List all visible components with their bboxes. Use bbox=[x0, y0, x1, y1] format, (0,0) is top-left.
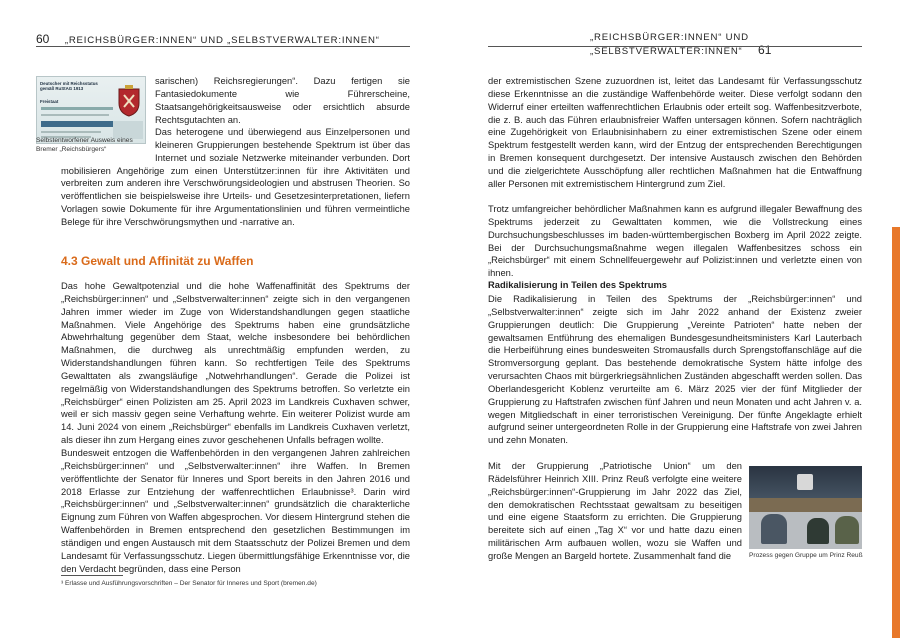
paragraph-weapons: Bundesweit entzogen die Waffenbehörden in den vergangenen Jahren zahlreichen „Reichsbürger:innen“ und „Selbstverwalter:innen“ ihre Waffen. In Bremen veröffentlichte der Senator für Inneres und Sport bereits in den Jahren 2016 und 2018 Erlasse zur Entziehung der waffenrechtlichen Erlaubnisse³. Darin wird „Reichsbürger:innen“ und „Selbstverwalter:innen“ grundsätzlich die charakterliche Eignung zum Führen von Waffen abgesprochen. Vor diesem Hintergrund stehen die Waffenbehörden in Bremen entsprechend den gesetzlichen Bestimmungen im ständigen und engen Austausch mit dem Staatsschutz der Polizei Bremen und dem Landesamt für Verfassungsschutz. Liegen übermittlungsfähige Erkenntnisse vor, die den Verdacht begründen, dass eine Person bbox=[61, 448, 410, 574]
subheading-radicalisation: Radikalisierung in Teilen des Spektrums bbox=[488, 280, 667, 290]
right-running-header bbox=[590, 32, 900, 57]
intro-paragraph-1: sarischen) Reichsregierungen“. Dazu fertigen sie Fantasiedokumente wie Führerscheine, Staatsangehörigkeitsausweise oder ersichtlich absurde Rechtsgutachten an. bbox=[155, 76, 410, 125]
photo-caption: Prozess gegen Gruppe um Prinz Reuß bbox=[749, 552, 863, 559]
id-card-line: Freistaat bbox=[40, 99, 59, 105]
intro-paragraph-2-text: Das heterogene und überwiegend aus Einzelpersonen und kleineren Gruppierungen bestehende Spektrum ist über das Internet und soziale Netzwerke miteinander verbunden. Dort mobilisieren Angehörige zum einen Unterstützer:innen für ihre Aktivitäten und verbreiten zum anderen ihre Verschwörungsideologien und abstrusen Theorien. So veröffentlichen sie beispielsweise ihre Urteils- und Gesetzesinterpretationen, liefern Vorlagen sowie Dokumente für ihre Argumentationslinien und führen vermeintliche Belege für ihre Verschwörungsmythen und -narrative an. bbox=[61, 127, 410, 227]
left-header-rule bbox=[36, 46, 410, 47]
id-card-stripe bbox=[41, 107, 113, 110]
photo-person bbox=[807, 518, 829, 544]
right-paragraph-2: Trotz umfangreicher behördlicher Maßnahmen kann es aufgrund illegaler Bewaffnung des Spektrums jederzeit zu Gewalttaten kommen, wie die Vollstreckung eines Durchsuchungsbeschlusses im baden-württembergischen Boxberg im April 2022 zeigte. Bei der Durchsuchungsmaßnahme wegen illegalen Waffenbesitzes schoss ein „Reichsbürger“ mit einem Schnellfeuergewehr auf Polizist:innen und verletzte einen von ihnen. bbox=[488, 204, 862, 279]
courtroom-photo bbox=[749, 466, 862, 549]
id-card-caption: Selbstentworfener Ausweis eines Bremer „Reichsbürgers“ bbox=[36, 137, 133, 153]
left-page-number: 60 bbox=[36, 32, 50, 46]
right-page-number: 61 bbox=[758, 43, 772, 57]
accent-bar bbox=[892, 227, 900, 638]
left-header-title: „REICHSBÜRGER:INNEN“ UND „SELBSTVERWALTER:INNEN“ bbox=[64, 35, 380, 46]
intro-paragraph-2 bbox=[61, 126, 410, 230]
id-card-header-text bbox=[40, 81, 108, 105]
id-card-line: gemäß RuStAG 1913 bbox=[40, 86, 84, 92]
paragraph-violence: Das hohe Gewaltpotenzial und die hohe Waffenaffinität des Spektrums der „Reichsbürger:innen“ und „Selbstverwalter:innen“ zeigte sich in den vergangenen Jahren immer wieder im Zuge von Widerstandshandlungen gegen staatliche Maßnahmen. Viele Angehörige des Spektrums haben eine grundsätzliche Abwehrhaltung gegenüber dem Staat, welche insbesondere bei behördlichen Maßnahmen, die durchweg als unrechtmäßig empfunden werden, zu Widerstandshandlungen führen kann. So rechtfertigen Teile des Spektrums Gewalttaten als zwangsläufige „Notwehrhandlungen“. Gerade die Polizei ist regelmäßig von Widerstandshandlungen des Spektrums betroffen. So verletzte ein „Reichsbürger“ einen Polizisten am 25. April 2023 im Landkreis Cuxhaven schwer, weil er sich massiv gegen seine Verhaftung wehrte. Ein weiterer Polizist wurde am 14. Juni 2024 von einem „Reichsbürger“ ebenfalls im Landkreis Cuxhaven verletzt, als dieser ihn zum Hergang eines zuvor geschehenen Unfalls befragen wollte. bbox=[61, 281, 410, 446]
footnote-rule bbox=[61, 575, 123, 576]
photo-person bbox=[761, 514, 787, 544]
photo-bench bbox=[749, 498, 862, 512]
section-heading-4-3: 4.3 Gewalt und Affinität zu Waffen bbox=[61, 254, 254, 268]
id-card-stripe bbox=[41, 114, 109, 116]
float-spacer bbox=[61, 126, 155, 164]
right-header-title: „REICHSBÜRGER:INNEN“ UND „SELBSTVERWALTER:INNEN“ bbox=[590, 32, 749, 57]
right-paragraph-1: der extremistischen Szene zuzuordnen ist, leitet das Landesamt für Verfassungsschutz diese Erkenntnisse an die zuständige Waffenbehörde weiter. Diese verfolgt sodann den Widerruf einer erteilten waffenrechtlichen Erlaubnis oder erteilt sog. Waffenbesitzverbote, die z. B. auch das Führen erlaubnisfreier Waffen untersagen können. Sofern nachträglich eine Zugehörigkeit von Erlaubnisinhabern zu einer extremistischen Szene oder einem Spektrum festgestellt werden kann, wird der Entzug der entsprechenden Berechtigungen in Bremen konsequent durchgesetzt. Der intensive Austausch zwischen den Behörden und die zielgerichtete Ausschöpfung aller rechtlichen Maßnahmen hat die Entwaffnung aller Personen mit extremistischem Hintergrund zum Ziel. bbox=[488, 76, 862, 189]
id-card-line: Deutscher mit Reichsstatus bbox=[40, 81, 98, 86]
photo-emblem bbox=[797, 474, 813, 490]
photo-person bbox=[835, 516, 859, 544]
right-paragraph-3: Die Radikalisierung in Teilen des Spektrums der „Reichsbürger:innen“ und „Selbstverwalter:innen“ zeigte sich im Jahr 2022 anhand der Existenz zweier Gruppierungen deutlich: Die Gruppierung „Vereinte Patrioten“ hatte neben der gewaltsamen Entführung des ehemaligen Bundesgesundheitsministers Karl Lauterbach die Herbeiführung eines bundesweiten Stromausfalls durch Sprengstoffanschläge auf die Stromversorgung geplant. Das bestehende demokratische System hätte infolge des verursachten Chaos mit bürgerkriegsähnlichen Zuständen abgeschafft werden sollen. Das Oberlandesgericht Koblenz verurteilte am 6. März 2025 vier der fünf Mitglieder der Gruppierung zu Haftstrafen zwischen fünf Jahren und neun Monaten und acht Jahren v. a. wegen Mitgliedschaft in einer terroristischen Vereinigung. Der fünfte Angeklagte erhielt aufgrund seiner untergeordneten Rolle in der Gruppierung eine Haftstrafe von zwei Jahren und zehn Monaten. bbox=[488, 294, 862, 446]
coat-of-arms-icon bbox=[117, 85, 141, 117]
footnote: ³ Erlasse und Ausführungsvorschriften – Der Senator für Inneres und Sport (bremen.de) bbox=[61, 580, 317, 587]
right-paragraph-4: Mit der Gruppierung „Patriotische Union“ um den Rädelsführer Heinrich XIII. Prinz Reuß verfolgte eine weitere „Reichsbürger:innen“-Gruppierung im Jahr 2022 das Ziel, den demokratischen Rechtsstaat gewaltsam zu beseitigen und eine eigene Staatsform zu errichten. Die Gruppierung bereitete sich auf einen „Tag X“ vor und hatte dazu einen militärischen Arm aufbauen wollen, wozu sie Waffen und große Mengen an Bargeld hortete. Zusammenhalt fand die bbox=[488, 461, 742, 561]
right-header-rule bbox=[488, 46, 862, 47]
left-running-header bbox=[36, 32, 380, 46]
